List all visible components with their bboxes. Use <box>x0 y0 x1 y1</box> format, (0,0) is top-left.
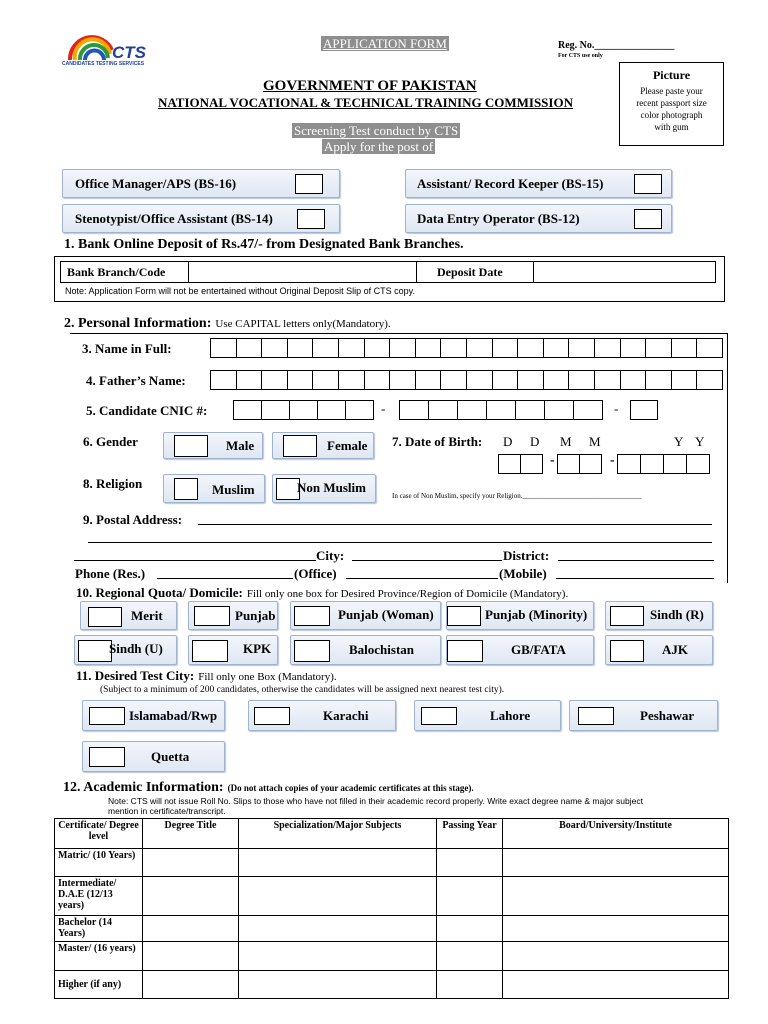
commission-title: NATIONAL VOCATIONAL & TECHNICAL TRAINING COMMISSION <box>158 95 573 110</box>
char-cell[interactable] <box>543 338 570 358</box>
bank-branch-input[interactable] <box>188 261 417 283</box>
gender-label: 6. Gender <box>83 434 138 449</box>
char-cell[interactable] <box>486 400 516 420</box>
dob-label: 7. Date of Birth: <box>392 434 483 449</box>
char-cell[interactable] <box>515 400 545 420</box>
father-name-input[interactable] <box>210 370 723 390</box>
phone-line[interactable] <box>157 578 293 579</box>
char-cell[interactable] <box>620 338 647 358</box>
academic-note: Note: CTS will not issue Roll No. Slips to those who have not filled in their academic record properly. Write exact degree name & major subject mention in certificate/transcript. <box>108 796 643 816</box>
char-cell[interactable] <box>457 400 487 420</box>
religion-note: In case of Non Muslim, specify your Religion.__________________________________ <box>392 492 642 500</box>
char-cell[interactable] <box>389 338 416 358</box>
char-cell[interactable] <box>498 454 521 474</box>
char-cell[interactable] <box>557 454 580 474</box>
screening-text: Screening Test conduct by CTS <box>294 123 459 138</box>
post-data-entry[interactable]: Data Entry Operator (BS-12) <box>405 204 672 233</box>
city-lahore[interactable]: Lahore <box>414 700 561 731</box>
quota-checkbox[interactable] <box>610 606 644 626</box>
table-row: Bachelor (14 Years) <box>55 916 729 942</box>
quota-punjab-minority[interactable]: Punjab (Minority) <box>446 601 594 630</box>
char-cell[interactable] <box>520 454 543 474</box>
char-cell[interactable] <box>440 370 467 390</box>
char-cell[interactable] <box>399 400 429 420</box>
city-karachi[interactable]: Karachi <box>248 700 396 731</box>
city-checkbox[interactable] <box>254 707 290 725</box>
post-checkbox[interactable] <box>295 174 323 194</box>
office-label: (Office) <box>294 566 337 581</box>
col-header: Passing Year <box>437 819 503 849</box>
quota-checkbox[interactable] <box>294 606 330 626</box>
col-header: Specialization/Major Subjects <box>239 819 437 849</box>
gov-title: GOVERNMENT OF PAKISTAN <box>263 78 477 94</box>
char-cell[interactable] <box>671 370 698 390</box>
name-label: 3. Name in Full: <box>82 341 172 356</box>
gender-checkbox[interactable] <box>174 435 208 457</box>
dob-month-input[interactable] <box>557 454 602 474</box>
cnic-dash: - <box>614 401 619 416</box>
quota-punjab[interactable]: Punjab <box>188 601 278 630</box>
religion-checkbox[interactable] <box>174 478 198 500</box>
quota-checkbox[interactable] <box>294 640 330 662</box>
quota-checkbox[interactable] <box>88 607 122 627</box>
char-cell[interactable] <box>287 370 314 390</box>
char-cell[interactable] <box>696 370 723 390</box>
char-cell[interactable] <box>236 338 263 358</box>
city-checkbox[interactable] <box>578 707 614 725</box>
char-cell[interactable] <box>466 338 493 358</box>
academic-table <box>54 818 729 999</box>
postal-line[interactable] <box>198 524 712 525</box>
post-stenotypist[interactable]: Stenotypist/Office Assistant (BS-14) <box>62 204 340 233</box>
char-cell[interactable] <box>287 338 314 358</box>
dob-dash: - <box>550 453 555 468</box>
char-cell[interactable] <box>686 454 710 474</box>
char-cell[interactable] <box>617 454 641 474</box>
quota-ajk[interactable]: AJK <box>605 635 713 665</box>
quota-balochistan[interactable]: Balochistan <box>290 635 441 665</box>
char-cell[interactable] <box>466 370 493 390</box>
postal-line[interactable] <box>88 542 712 543</box>
rainbow-icon <box>66 30 116 60</box>
quota-checkbox[interactable] <box>447 606 481 626</box>
char-cell[interactable] <box>233 400 262 420</box>
char-cell[interactable] <box>492 370 519 390</box>
city-checkbox[interactable] <box>89 747 125 767</box>
cnic-input-part1[interactable] <box>233 400 374 420</box>
post-checkbox[interactable] <box>634 209 662 229</box>
city-checkbox[interactable] <box>89 707 125 725</box>
char-cell[interactable] <box>428 400 458 420</box>
postal-line[interactable] <box>74 560 316 561</box>
quota-checkbox[interactable] <box>78 640 112 662</box>
char-cell[interactable] <box>543 370 570 390</box>
char-cell[interactable] <box>594 338 621 358</box>
quota-gb-fata[interactable]: GB/FATA <box>446 635 594 665</box>
dob-format: D D M M Y Y <box>503 434 705 449</box>
quota-sindh-u[interactable]: Sindh (U) <box>74 635 177 665</box>
form-title: APPLICATION FORM <box>323 36 447 51</box>
father-label: 4. Father’s Name: <box>86 373 186 388</box>
quota-sindh-r[interactable]: Sindh (R) <box>605 601 713 630</box>
quota-heading: 10. Regional Quota/ Domicile: Fill only one box for Desired Province/Region of Domicile (Mandatory). <box>76 585 569 600</box>
quota-checkbox[interactable] <box>610 640 644 662</box>
reg-label: Reg. No.________________ <box>558 40 675 51</box>
cnic-dash: - <box>381 401 386 416</box>
char-cell[interactable] <box>568 370 595 390</box>
col-header: Degree Title <box>143 819 239 849</box>
table-row: Matric/ (10 Years) <box>55 849 729 877</box>
char-cell[interactable] <box>210 370 237 390</box>
char-cell[interactable] <box>645 370 672 390</box>
gender-female[interactable]: Female <box>272 432 374 459</box>
char-cell[interactable] <box>645 338 672 358</box>
name-input[interactable] <box>210 338 723 358</box>
city-line[interactable] <box>352 560 502 561</box>
quota-merit[interactable]: Merit <box>80 601 177 630</box>
mobile-line[interactable] <box>556 578 714 579</box>
religion-nonmuslim[interactable]: Non Muslim <box>272 474 376 503</box>
cnic-input-part3[interactable] <box>630 400 658 420</box>
col-header: Certificate/ Degree level <box>55 819 143 849</box>
char-cell[interactable] <box>440 338 467 358</box>
city-quetta[interactable]: Quetta <box>82 741 225 772</box>
char-cell[interactable] <box>640 454 664 474</box>
col-header: Board/University/Institute <box>503 819 729 849</box>
bank-heading: 1. Bank Online Deposit of Rs.47/- from Designated Bank Branches. <box>64 237 464 252</box>
cts-logo <box>62 30 162 70</box>
char-cell[interactable] <box>236 370 263 390</box>
religion-muslim[interactable]: Muslim <box>163 474 265 503</box>
char-cell[interactable] <box>671 338 698 358</box>
district-line[interactable] <box>558 560 714 561</box>
city-heading: 11. Desired Test City: Fill only one Box (Mandatory). <box>76 668 337 683</box>
post-office-manager[interactable]: Office Manager/APS (BS-16) <box>62 169 340 198</box>
char-cell[interactable] <box>630 400 658 420</box>
char-cell[interactable] <box>312 338 339 358</box>
logo-text: CTS <box>112 43 146 62</box>
char-cell[interactable] <box>620 370 647 390</box>
post-checkbox[interactable] <box>634 174 662 194</box>
cnic-input-part2[interactable] <box>399 400 603 420</box>
char-cell[interactable] <box>663 454 687 474</box>
char-cell[interactable] <box>517 338 544 358</box>
gender-checkbox[interactable] <box>283 435 317 457</box>
char-cell[interactable] <box>517 370 544 390</box>
bank-note: Note: Application Form will not be entertained without Original Deposit Slip of CTS copy. <box>65 286 416 296</box>
char-cell[interactable] <box>492 338 519 358</box>
office-line[interactable] <box>346 578 498 579</box>
city-subnote: (Subject to a minimum of 200 candidates, otherwise the candidates will be assigned next nearest test city). <box>100 685 505 695</box>
char-cell[interactable] <box>210 338 237 358</box>
char-cell[interactable] <box>573 400 603 420</box>
table-row: Higher (if any) <box>55 971 729 999</box>
city-islamabad[interactable]: Islamabad/Rwp <box>82 700 225 731</box>
apply-text: Apply for the post of <box>324 139 434 154</box>
char-cell[interactable] <box>261 400 290 420</box>
post-checkbox[interactable] <box>297 209 325 229</box>
quota-checkbox[interactable] <box>194 606 230 626</box>
bank-branch-label-cell: Bank Branch/Code <box>60 261 189 283</box>
char-cell[interactable] <box>389 370 416 390</box>
deposit-date-label-cell: Deposit Date <box>416 261 534 283</box>
city-checkbox[interactable] <box>421 707 457 725</box>
char-cell[interactable] <box>261 370 288 390</box>
mobile-label: (Mobile) <box>499 566 547 581</box>
char-cell[interactable] <box>289 400 318 420</box>
deposit-date-input[interactable] <box>533 261 716 283</box>
char-cell[interactable] <box>594 370 621 390</box>
char-cell[interactable] <box>364 338 391 358</box>
city-peshawar[interactable]: Peshawar <box>569 700 718 731</box>
char-cell[interactable] <box>415 370 442 390</box>
table-row: Intermediate/ D.A.E (12/13 years) <box>55 877 729 916</box>
picture-note: Please paste your recent passport size color photograph with gum <box>636 86 707 132</box>
personal-heading: 2. Personal Information: Use CAPITAL letters only(Mandatory). <box>64 316 391 331</box>
char-cell[interactable] <box>696 338 723 358</box>
char-cell[interactable] <box>345 400 374 420</box>
char-cell[interactable] <box>317 400 346 420</box>
picture-box[interactable] <box>619 62 724 146</box>
char-cell[interactable] <box>544 400 574 420</box>
table-row: Master/ (16 years) <box>55 942 729 971</box>
dob-dash: - <box>610 453 615 468</box>
post-assistant[interactable]: Assistant/ Record Keeper (BS-15) <box>405 169 672 198</box>
char-cell[interactable] <box>261 338 288 358</box>
religion-label: 8. Religion <box>83 476 143 491</box>
char-cell[interactable] <box>312 370 339 390</box>
gender-male[interactable]: Male <box>163 432 263 459</box>
quota-punjab-woman[interactable]: Punjab (Woman) <box>290 601 441 630</box>
char-cell[interactable] <box>568 338 595 358</box>
district-label: District: <box>503 548 550 563</box>
reg-note: For CTS use only <box>558 53 603 59</box>
char-cell[interactable] <box>338 338 365 358</box>
dob-day-input[interactable] <box>498 454 543 474</box>
char-cell[interactable] <box>338 370 365 390</box>
quota-checkbox[interactable] <box>192 640 228 662</box>
char-cell[interactable] <box>364 370 391 390</box>
char-cell[interactable] <box>579 454 602 474</box>
char-cell[interactable] <box>415 338 442 358</box>
quota-kpk[interactable]: KPK <box>188 635 278 665</box>
phone-label: Phone (Res.) <box>75 566 146 581</box>
logo-subtitle: CANDIDATES TESTING SERVICES <box>62 61 145 67</box>
picture-title: Picture <box>652 68 691 82</box>
dob-year-input[interactable] <box>617 454 710 474</box>
cnic-label: 5. Candidate CNIC #: <box>86 403 208 418</box>
city-label: City: <box>316 548 345 563</box>
academic-heading: 12. Academic Information: (Do not attach copies of your academic certificates at this stage). <box>63 780 474 795</box>
quota-checkbox[interactable] <box>447 640 483 662</box>
postal-label: 9. Postal Address: <box>83 512 183 527</box>
